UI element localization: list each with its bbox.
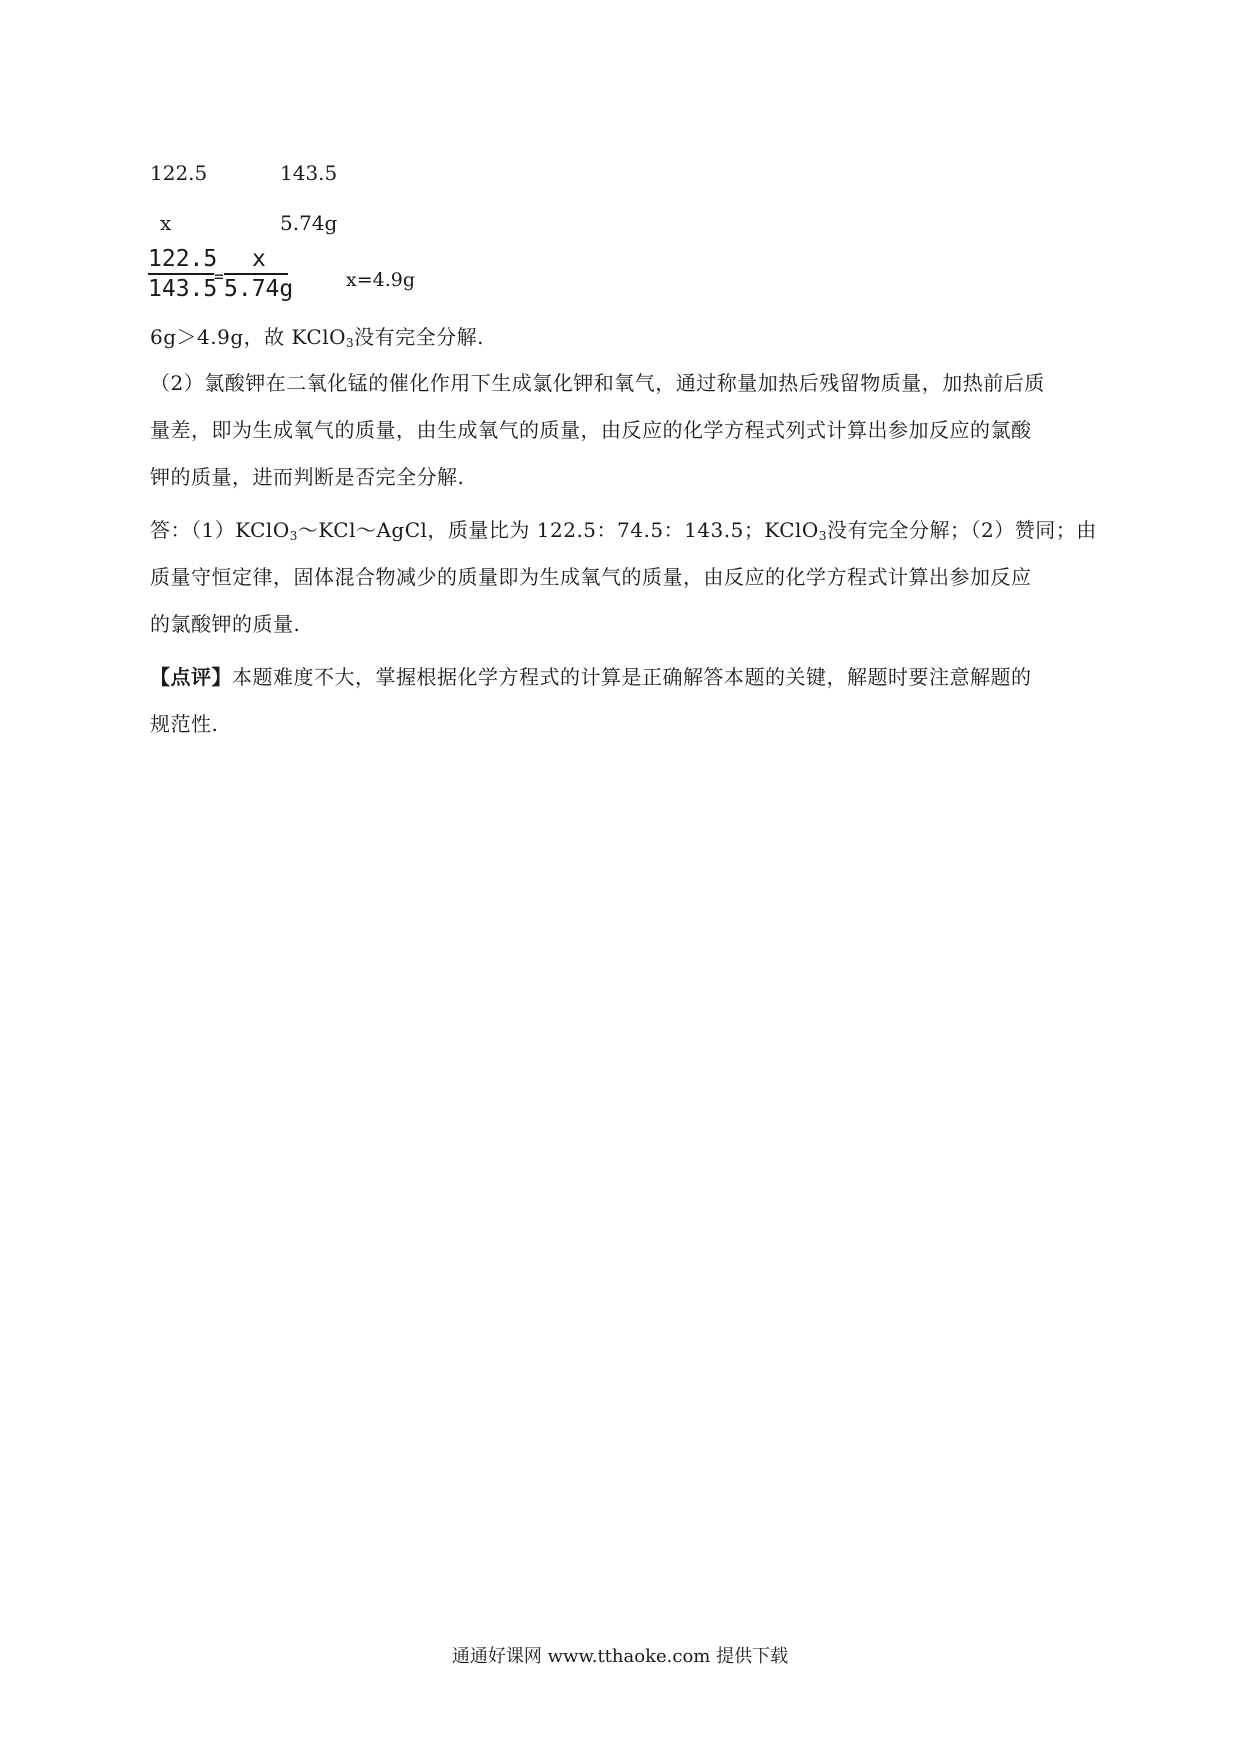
answer-line-2: 质量守恒定律，固体混合物减少的质量即为生成氧气的质量，由反应的化学方程式计算出参加反应 [150,565,1032,589]
conclusion-prefix: 6g＞4.9g，故 KClO [150,325,346,349]
footer-credit: 通通好课网 www.tthaoke.com 提供下载 [451,1646,789,1667]
conclusion-suffix: 没有完全分解. [354,325,484,349]
fraction-left-denominator: 143.5 [148,276,218,302]
fraction-left-numerator: 122.5 [148,246,218,272]
calc-mass-kclo3: 122.5 [150,161,208,185]
part2-line: 钾的质量，进而判断是否完全分解. [150,465,465,489]
comment-block [150,654,1094,748]
answer-text: 没有完全分解；（2）赞同；由 [826,518,1097,542]
answer-subscript: 3 [818,529,827,543]
part2-line: （2）氯酸钾在二氧化锰的催化作用下生成氯化钾和氧气，通过称量加热后残留物质量，加热前后质 [150,371,1045,395]
answer-block [150,507,1097,648]
equation-equals-sign: = [214,267,224,286]
equation-result: x=4.9g [346,269,416,291]
conclusion-line [150,325,484,349]
fraction-left-bar [148,273,214,275]
fraction-right-numerator: x [252,246,266,272]
fraction-right-denominator: 5.74g [224,276,294,302]
conclusion-subscript: 3 [346,336,355,350]
comment-line-2: 规范性. [150,712,219,736]
answer-text: 答：（1）KClO [150,518,290,542]
fraction-right-bar [224,273,288,275]
answer-text: ～KCl～AgCl，质量比为 122.5：74.5：143.5；KClO [297,518,819,542]
comment-line-1 [150,654,1094,701]
part2-line: 量差，即为生成氧气的质量，由生成氧气的质量，由反应的化学方程式列式计算出参加反应的氯酸 [150,418,1032,442]
answer-line-3: 的氯酸钾的质量. [150,612,301,636]
calc-mass-given: 5.74g [280,211,338,235]
calc-var-x: x [160,211,172,235]
answer-line-1 [150,507,1097,554]
part2-explanation [150,360,1094,501]
comment-label: 【点评】 [150,665,232,689]
answer-subscript: 3 [289,529,298,543]
comment-text: 本题难度不大，掌握根据化学方程式的计算是正确解答本题的关键，解题时要注意解题的 [232,665,1032,689]
calc-mass-agcl: 143.5 [280,161,338,185]
